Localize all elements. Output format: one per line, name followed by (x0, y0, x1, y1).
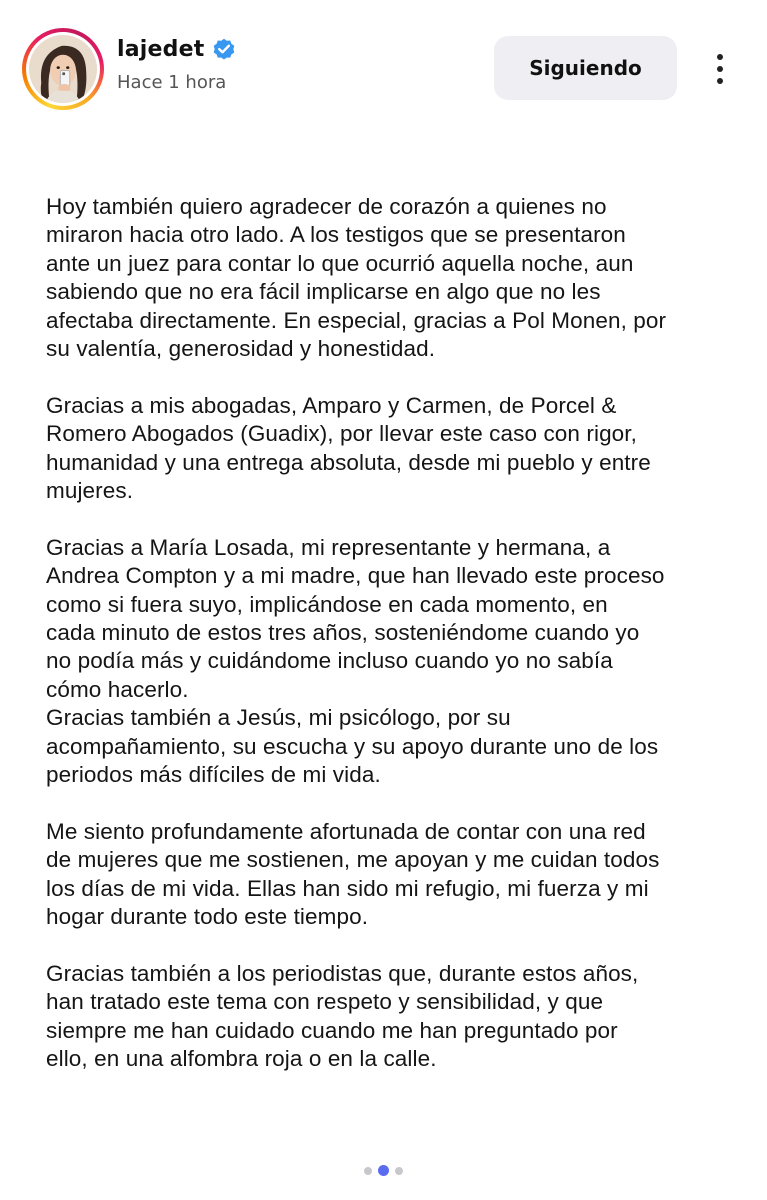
text-line: hogar durante todo este tiempo. (46, 904, 369, 930)
paragraph (46, 818, 736, 932)
text-line: como si fuera suyo, implicándose en cada momento, en (46, 591, 608, 617)
paragraph-gap (46, 932, 736, 960)
text-line: Romero Abogados (Guadix), por llevar este caso con rigor, (46, 421, 637, 447)
paragraph-gap (46, 505, 736, 533)
text-line: Me siento profundamente afortunada de contar con una red (46, 818, 646, 844)
text-line: no podía más y cuidándome incluso cuando yo no sabía (46, 648, 613, 674)
text-line: sabiendo que no era fácil implicarse en algo que no les (46, 279, 601, 305)
text-line: ello, en una alfombra roja o en la calle. (46, 1046, 437, 1072)
carousel-dot-active[interactable] (378, 1165, 389, 1176)
user-info (117, 33, 237, 93)
verified-badge-icon (211, 36, 237, 62)
dot-icon (717, 54, 723, 60)
text-line: miraron hacia otro lado. A los testigos que se presentaron (46, 222, 626, 248)
text-line: cada minuto de estos tres años, sosteniéndome cuando yo (46, 620, 640, 646)
text-line: periodos más difíciles de mi vida. (46, 762, 381, 788)
text-line: siempre me han cuidado cuando me han preguntado por (46, 1017, 618, 1043)
paragraph-gap (46, 790, 736, 818)
paragraph-gap (46, 363, 736, 391)
username[interactable]: lajedet (117, 36, 205, 62)
story-ring[interactable] (22, 28, 104, 110)
text-line: han tratado este tema con respeto y sensibilidad, y que (46, 989, 604, 1015)
paragraph (46, 534, 736, 790)
text-line: ante un juez para contar lo que ocurrió aquella noche, aun (46, 250, 634, 276)
following-button[interactable]: Siguiendo (494, 36, 677, 100)
dot-icon (717, 66, 723, 72)
dot-icon (717, 78, 723, 84)
text-line: de mujeres que me sostienen, me apoyan y me cuidan todos (46, 847, 660, 873)
text-line: Hoy también quiero agradecer de corazón a quienes no (46, 194, 607, 219)
text-line: afectaba directamente. En especial, gracias a Pol Monen, por (46, 307, 667, 333)
text-line: humanidad y una entrega absoluta, desde mi pueblo y entre (46, 449, 651, 475)
post-text (46, 193, 736, 1074)
carousel-indicator[interactable] (0, 1165, 767, 1176)
post-timestamp: Hace 1 hora (117, 72, 227, 93)
paragraph (46, 193, 736, 363)
text-line: acompañamiento, su escucha y su apoyo durante uno de los (46, 733, 659, 759)
avatar-illustration (29, 35, 97, 103)
post-header (0, 0, 767, 140)
profile-photo-icon[interactable] (29, 35, 97, 103)
text-line: Gracias a mis abogadas, Amparo y Carmen, de Porcel & (46, 392, 617, 418)
more-options-icon[interactable] (700, 44, 740, 94)
paragraph (46, 392, 736, 506)
text-line: Andrea Compton y a mi madre, que han llevado este proceso (46, 563, 665, 589)
carousel-dot[interactable] (395, 1167, 403, 1175)
text-line: los días de mi vida. Ellas han sido mi refugio, mi fuerza y mi (46, 875, 649, 901)
text-line: su valentía, generosidad y honestidad. (46, 336, 436, 362)
text-line: cómo hacerlo. (46, 676, 189, 702)
carousel-dot[interactable] (364, 1167, 372, 1175)
text-line: Gracias también a los periodistas que, durante estos años, (46, 960, 639, 986)
text-line: Gracias a María Losada, mi representante y hermana, a (46, 534, 611, 560)
paragraph (46, 960, 736, 1074)
text-line: Gracias también a Jesús, mi psicólogo, por su (46, 705, 511, 731)
text-line: mujeres. (46, 478, 134, 504)
